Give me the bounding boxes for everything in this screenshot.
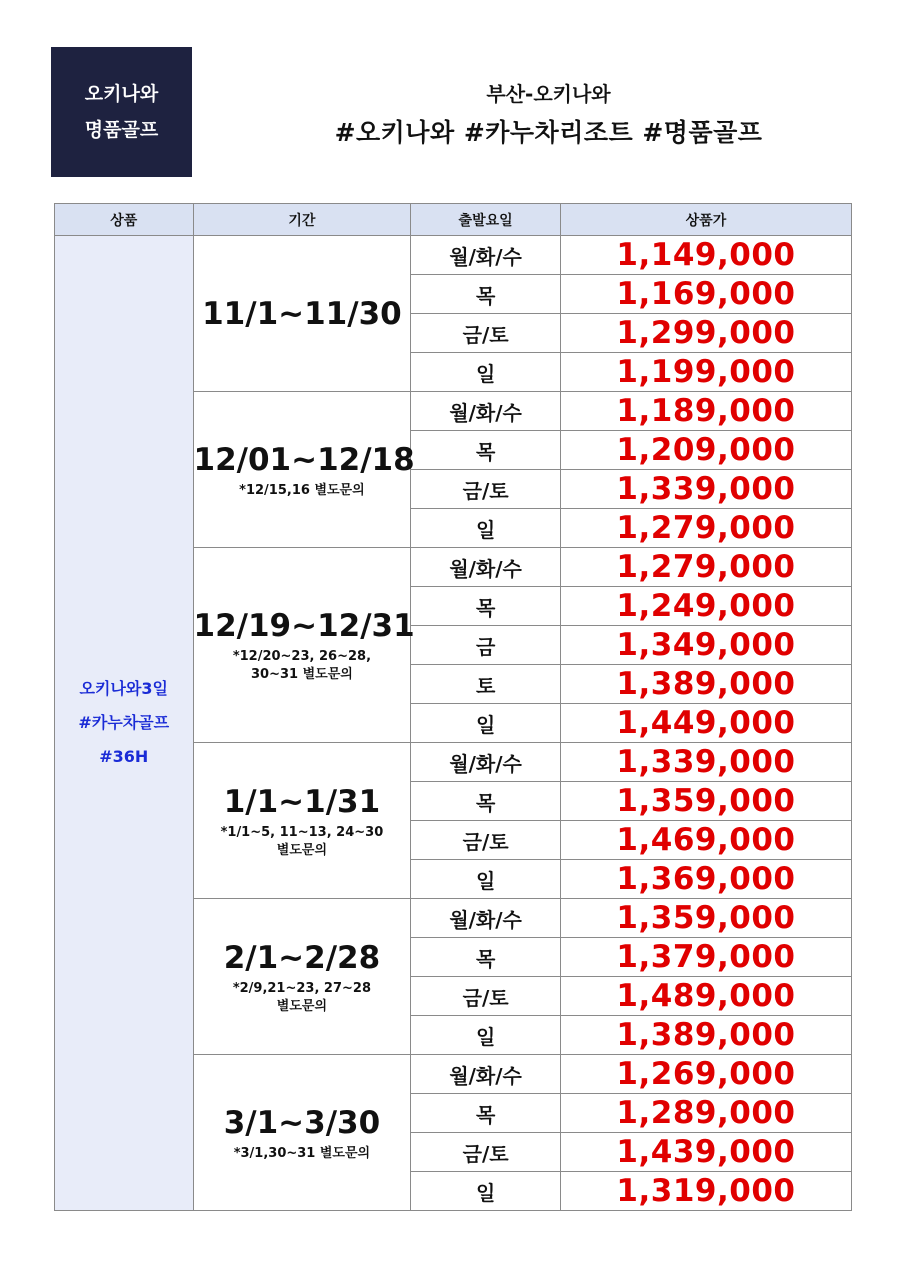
logo-line-1: 오키나와 (84, 83, 159, 105)
price-value: 1,379,000 (560, 938, 851, 977)
price-value: 1,319,000 (560, 1172, 851, 1211)
header-period: 기간 (193, 204, 411, 236)
price-value: 1,389,000 (560, 1016, 851, 1055)
price-value: 1,449,000 (560, 704, 851, 743)
period-cell (193, 392, 415, 548)
price-value: 1,349,000 (560, 626, 851, 665)
table-body (55, 236, 852, 1211)
departure-day: 일 (411, 860, 561, 899)
departure-day: 월/화/수 (411, 743, 561, 782)
period-cell (193, 548, 415, 743)
product-line-2: #카누차골프 (78, 713, 170, 732)
period-range: 12/01~12/18 (193, 441, 415, 478)
price-value: 1,289,000 (560, 1094, 851, 1133)
departure-day: 금/토 (411, 977, 561, 1016)
period-range: 11/1~11/30 (202, 295, 402, 332)
departure-day: 일 (411, 353, 561, 392)
price-value: 1,489,000 (560, 977, 851, 1016)
header-product: 상품 (55, 204, 194, 236)
header-day: 출발요일 (411, 204, 561, 236)
price-value: 1,439,000 (560, 1133, 851, 1172)
price-value: 1,169,000 (560, 275, 851, 314)
price-value: 1,189,000 (560, 392, 851, 431)
period-note-1: *1/1~5, 11~13, 24~30 (220, 824, 384, 840)
price-value: 1,149,000 (560, 236, 851, 275)
departure-day: 목 (411, 1094, 561, 1133)
departure-day: 목 (411, 431, 561, 470)
departure-day: 금/토 (411, 1133, 561, 1172)
departure-day: 일 (411, 1172, 561, 1211)
departure-day: 월/화/수 (411, 1055, 561, 1094)
period-range: 1/1~1/31 (223, 783, 381, 820)
price-value: 1,199,000 (560, 353, 851, 392)
departure-day: 월/화/수 (411, 236, 561, 275)
departure-day: 금/토 (411, 821, 561, 860)
departure-day: 금/토 (411, 470, 561, 509)
period-cell (193, 236, 411, 392)
price-value: 1,209,000 (560, 431, 851, 470)
price-value: 1,339,000 (560, 743, 851, 782)
price-value: 1,359,000 (560, 899, 851, 938)
period-note-2: 별도문의 (276, 842, 328, 858)
period-note-2: 별도문의 (276, 998, 328, 1014)
period-cell (193, 743, 411, 899)
period-cell (193, 1055, 411, 1211)
price-value: 1,389,000 (560, 665, 851, 704)
departure-day: 월/화/수 (411, 548, 561, 587)
price-value: 1,299,000 (560, 314, 851, 353)
period-range: 2/1~2/28 (223, 939, 381, 976)
period-note-2: 30~31 별도문의 (251, 667, 353, 682)
departure-day: 금 (411, 626, 561, 665)
product-cell (55, 236, 194, 1211)
price-value: 1,339,000 (560, 470, 851, 509)
period-range: 3/1~3/30 (223, 1104, 381, 1141)
departure-day: 목 (411, 938, 561, 977)
hashtag-title: #오키나와 #카누차리조트 #명품골프 (334, 118, 763, 147)
period-note-1: *2/9,21~23, 27~28 (232, 980, 372, 996)
product-line-1: 오키나와3일 (79, 679, 168, 698)
price-table (54, 203, 852, 1211)
departure-day: 목 (411, 275, 561, 314)
logo-box (51, 47, 192, 177)
route-subtitle: 부산-오키나와 (486, 82, 611, 106)
departure-day: 월/화/수 (411, 899, 561, 938)
period-range: 12/19~12/31 (193, 608, 415, 644)
price-value: 1,359,000 (560, 782, 851, 821)
departure-day: 금/토 (411, 314, 561, 353)
price-value: 1,279,000 (560, 548, 851, 587)
departure-day: 일 (411, 1016, 561, 1055)
price-value: 1,269,000 (560, 1055, 851, 1094)
price-value: 1,469,000 (560, 821, 851, 860)
period-note-1: *12/15,16 별도문의 (239, 482, 365, 498)
departure-day: 일 (411, 704, 561, 743)
period-note-1: *12/20~23, 26~28, (232, 649, 372, 664)
header-price: 상품가 (560, 204, 851, 236)
table-header-row (55, 204, 852, 236)
price-value: 1,369,000 (560, 860, 851, 899)
departure-day: 목 (411, 782, 561, 821)
price-value: 1,249,000 (560, 587, 851, 626)
departure-day: 토 (411, 665, 561, 704)
product-line-3: #36H (99, 747, 149, 766)
period-note-1: *3/1,30~31 별도문의 (233, 1145, 371, 1161)
departure-day: 일 (411, 509, 561, 548)
departure-day: 목 (411, 587, 561, 626)
table-row (55, 236, 852, 275)
period-cell (193, 899, 411, 1055)
price-value: 1,279,000 (560, 509, 851, 548)
departure-day: 월/화/수 (411, 392, 561, 431)
logo-line-2: 명품골프 (84, 119, 159, 141)
